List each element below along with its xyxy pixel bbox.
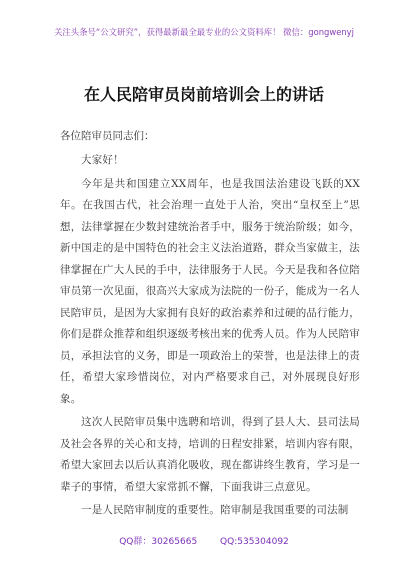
salutation: 各位陪审员同志们： (60, 130, 155, 142)
paragraph-greeting: 大家好！ (81, 154, 124, 166)
document-body (60, 150, 360, 524)
paragraph-3: 一是人民陪审制度的重要性。陪审制是我国重要的司法制 (81, 504, 349, 516)
document-title: 在人民陪审员岗前培训会上的讲话 (83, 85, 324, 104)
footer-contact (0, 534, 408, 547)
header-promo-note: 关注头条号“公文研究”，获得最新最全最专业的公文资料库！ 微信：gongwenyj (54, 27, 354, 37)
footer-qq-group: QQ群：30265665 (119, 537, 198, 547)
footer-qq: QQ:535304092 (220, 537, 289, 547)
paragraph-1: 今年是共和国建立XX周年，也是我国法治建设飞跃的XX年。在我国古代，社会治理一直处于人治，突出“皇权至上”思想，法律掌握在少数封建统治者手中，服务于统治阶级；如今，新中国走的是中国特色的社会主义法治道路，群众当家做主，法律掌握在广大人民的手中，法律服务于人民。今天是我和各位陪审员第一次见面，很高兴大家成为法院的一份子，能成为一名人民陪审员，是因为大家拥有良好的政治素养和过硬的品行能力，你们是群众推荐和组织逐级考核出来的优秀人员。作为人民陪审员，承担法官的义务，即是一项政治上的荣誉，也是法律上的责任，希望大家珍惜岗位，对内严格要求自己，对外展现良好形象。 (60, 177, 360, 405)
paragraph-2: 这次人民陪审员集中选聘和培训，得到了县人大、县司法局及社会各界的关心和支持，培训的日程安排紧，培训内容有限，希望大家回去以后认真消化吸收，现在都讲终生教育，学习是一辈子的事情，希望大家常抓不懈，下面我讲三点意见。 (60, 416, 360, 493)
